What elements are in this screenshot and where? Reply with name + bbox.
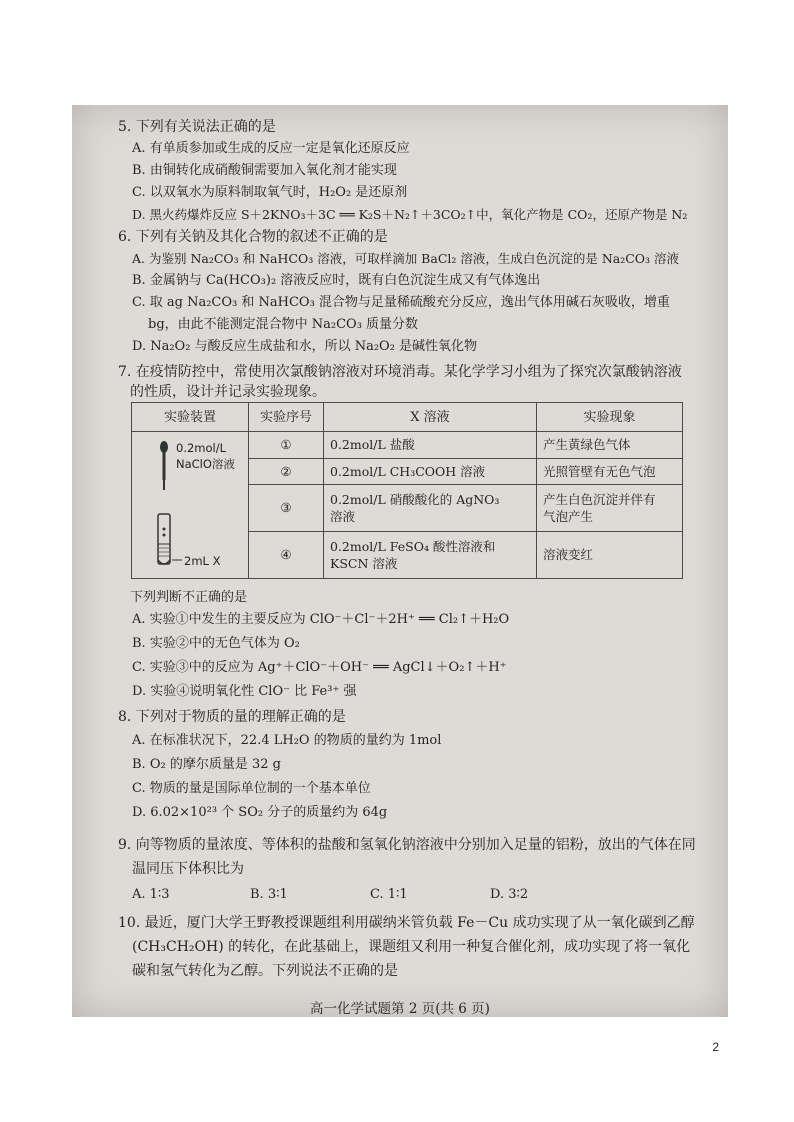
q8-stem: 8. 下列对于物质的量的理解正确的是: [118, 709, 346, 725]
row3-obs-line1: 产生白色沉淀并伴有: [543, 491, 656, 507]
header-phenomenon: 实验现象: [537, 403, 683, 432]
apparatus-cell: [132, 432, 249, 579]
q9-option-b: B. 3∶1: [250, 887, 288, 902]
apparatus-label-x: 2mL X: [184, 554, 221, 568]
header-x-solution: X 溶液: [324, 403, 537, 432]
q5-option-b: B. 由铜转化成硝酸铜需要加入氧化剂才能实现: [132, 163, 397, 178]
q7-option-d: D. 实验④说明氧化性 ClO⁻ 比 Fe³⁺ 强: [132, 684, 357, 699]
q7-option-a: A. 实验①中发生的主要反应为 ClO⁻＋Cl⁻＋2H⁺ ══ Cl₂↑＋H₂O: [132, 612, 510, 627]
row3-phenomenon: [537, 485, 683, 532]
q9-option-c: C. 1∶1: [370, 887, 408, 902]
row4-x-line1: 0.2mol/L FeSO₄ 酸性溶液和: [330, 538, 496, 554]
q9-option-d: D. 3∶2: [490, 887, 529, 902]
q8-option-d: D. 6.02×10²³ 个 SO₂ 分子的质量约为 64g: [132, 805, 388, 820]
row4-number: ④: [249, 531, 324, 578]
row1-phenomenon: 产生黄绿色气体: [537, 432, 683, 459]
q7-stem-line1: 7. 在疫情防控中，常使用次氯酸钠溶液对环境消毒。某化学学习小组为了探究次氯酸钠溶液: [118, 364, 682, 380]
row3-obs-line2: 气泡产生: [543, 508, 594, 524]
q5-option-d: D. 黑火药爆炸反应 S＋2KNO₃＋3C ══ K₂S＋N₂↑＋3CO₂↑中，氧化产物是 CO₂，还原产物是 N₂: [132, 207, 688, 222]
apparatus-label-concentration: 0.2mol/L: [176, 441, 227, 455]
row3-number: ③: [249, 485, 324, 532]
q9-stem-line2: 温同压下体积比为: [132, 861, 244, 877]
apparatus-diagram: [138, 434, 242, 576]
apparatus-label-naclo: NaClO溶液: [176, 457, 235, 471]
q6-option-b: B. 金属钠与 Ca(HCO₃)₂ 溶液反应时，既有白色沉淀生成又有气体逸出: [132, 273, 541, 288]
q9-option-a: A. 1∶3: [132, 887, 170, 902]
q7-judge-prompt: 下列判断不正确的是: [130, 590, 248, 605]
row3-x-solution: [324, 485, 537, 532]
q6-option-a: A. 为鉴别 Na₂CO₃ 和 NaHCO₃ 溶液，可取样滴加 BaCl₂ 溶液，生成白色沉淀的是 Na₂CO₃ 溶液: [132, 251, 680, 266]
q8-option-b: B. O₂ 的摩尔质量是 32 g: [132, 757, 281, 772]
q10-line3: 碳和氢气转化为乙醇。下列说法不正确的是: [132, 963, 398, 979]
row4-x-solution: [324, 531, 537, 578]
q5-option-c: C. 以双氧水为原料制取氧气时，H₂O₂ 是还原剂: [132, 185, 408, 200]
scanned-exam-page: [72, 105, 728, 1017]
row2-number: ②: [249, 458, 324, 485]
experiment-table: [131, 402, 683, 579]
q7-stem-line2: 的性质，设计并记录实验现象。: [130, 384, 326, 400]
row2-x-solution: 0.2mol/L CH₃COOH 溶液: [324, 458, 537, 485]
q6-stem: 6. 下列有关钠及其化合物的叙述不正确的是: [118, 229, 388, 245]
q5-stem: 5. 下列有关说法正确的是: [118, 119, 276, 135]
row3-x-line2: 溶液: [330, 508, 356, 524]
q6-option-c-line1: C. 取 ag Na₂CO₃ 和 NaHCO₃ 混合物与足量稀硫酸充分反应，逸出气体用碱石灰吸收，增重: [132, 295, 670, 310]
q6-option-d: D. Na₂O₂ 与酸反应生成盐和水，所以 Na₂O₂ 是碱性氧化物: [132, 339, 478, 354]
q6-option-c-line2: bg，由此不能测定混合物中 Na₂CO₃ 质量分数: [148, 317, 419, 332]
row1-number: ①: [249, 432, 324, 459]
page-number: 2: [712, 1040, 719, 1054]
header-apparatus: 实验装置: [132, 403, 249, 432]
q5-option-a: A. 有单质参加或生成的反应一定是氧化还原反应: [132, 141, 410, 156]
table-header-row: [132, 403, 683, 432]
q7-option-c: C. 实验③中的反应为 Ag⁺＋ClO⁻＋OH⁻ ══ AgCl↓＋O₂↑＋H⁺: [132, 660, 507, 675]
row4-phenomenon: 溶液变红: [537, 531, 683, 578]
q8-option-c: C. 物质的量是国际单位制的一个基本单位: [132, 781, 371, 796]
row1-x-solution: 0.2mol/L 盐酸: [324, 432, 537, 459]
q9-stem-line1: 9. 向等物质的量浓度、等体积的盐酸和氢氧化钠溶液中分别加入足量的铝粉，放出的气体在同: [118, 837, 696, 853]
row2-phenomenon: 光照管壁有无色气泡: [537, 458, 683, 485]
header-number: 实验序号: [249, 403, 324, 432]
q10-line2: (CH₃CH₂OH) 的转化，在此基础上，课题组又利用一种复合催化剂，成功实现了将一氧化: [132, 939, 691, 955]
q8-option-a: A. 在标准状况下，22.4 LH₂O 的物质的量约为 1mol: [132, 733, 442, 748]
page-footer: 高一化学试题第 2 页(共 6 页): [310, 1001, 490, 1017]
row3-x-line1: 0.2mol/L 硝酸酸化的 AgNO₃: [330, 491, 500, 507]
q10-line1: 10. 最近，厦门大学王野教授课题组利用碳纳米管负载 Fe－Cu 成功实现了从一氧化碳到乙醇: [118, 915, 695, 931]
row4-x-line2: KSCN 溶液: [330, 555, 398, 571]
table-row: [132, 432, 683, 459]
q7-option-b: B. 实验②中的无色气体为 O₂: [132, 636, 300, 651]
